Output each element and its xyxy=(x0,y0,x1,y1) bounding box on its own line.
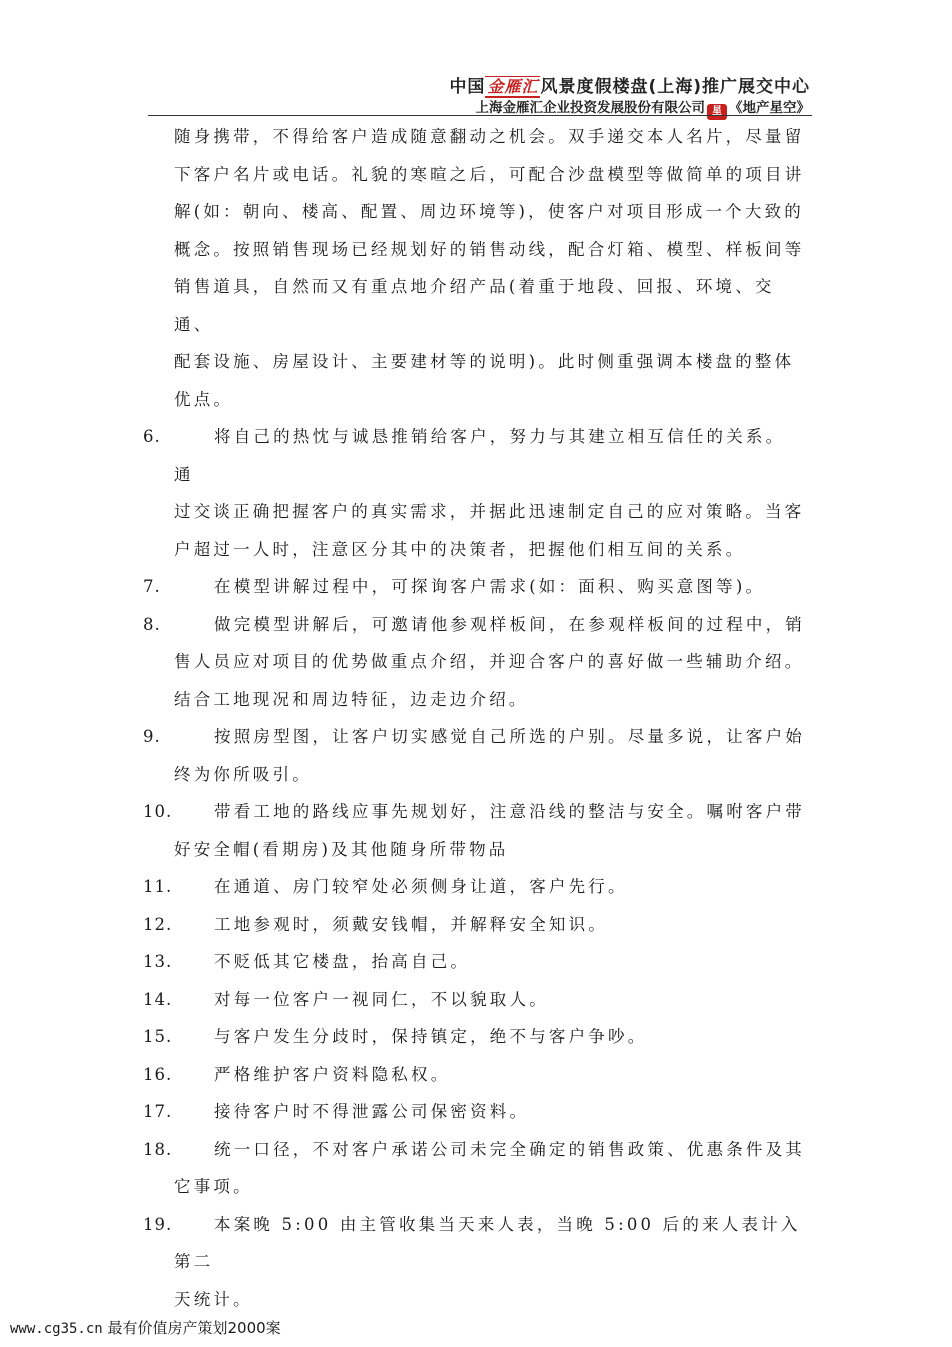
header-subtitle xyxy=(476,96,811,120)
header-title-suffix: 风景度假楼盘(上海)推广展交中心 xyxy=(540,77,810,97)
list-item xyxy=(140,943,812,981)
page-footer xyxy=(10,1317,281,1338)
list-item-number: 8. xyxy=(143,614,161,634)
header-divider xyxy=(148,115,812,116)
list-item xyxy=(140,1056,812,1094)
list-item-text: 按照房型图，让客户切实感觉自己所选的户别。尽量多说，让客户始 xyxy=(214,727,805,746)
list-item-text: 统一口径，不对客户承诺公司未完全确定的销售政策、优惠条件及其 xyxy=(214,1139,805,1159)
list-item xyxy=(140,1131,812,1169)
list-item-number: 16. xyxy=(143,1064,173,1084)
list-item xyxy=(140,718,812,756)
list-item-number: 10. xyxy=(143,802,173,821)
intro-line: 配套设施、房屋设计、主要建材等的说明)。此时侧重强调本楼盘的整体 xyxy=(174,352,795,371)
numbered-list xyxy=(140,418,812,1318)
list-item xyxy=(140,606,812,644)
header-title xyxy=(449,72,810,97)
list-item-continuation: 天统计。 xyxy=(174,1289,253,1309)
list-item xyxy=(140,981,812,1019)
list-item-number: 17. xyxy=(143,1102,173,1121)
list-item-number: 13. xyxy=(143,952,173,971)
footer-text: 最有价值房产策划2000案 xyxy=(107,1319,281,1337)
list-item-number: 7. xyxy=(143,577,161,596)
list-item-text: 工地参观时，须戴安钱帽，并解释安全知识。 xyxy=(214,914,608,934)
list-item-continuation: 它事项。 xyxy=(174,1177,253,1196)
list-item-number: 6. xyxy=(143,427,161,446)
seal-icon: 星 xyxy=(707,104,727,120)
list-item xyxy=(140,906,812,944)
list-item-continuation: 终为你所吸引。 xyxy=(174,764,312,784)
intro-line: 解(如：朝向、楼高、配置、周边环境等)，使客户对项目形成一个大致的 xyxy=(174,202,804,221)
list-item-continuation: 好安全帽(看期房)及其他随身所带物品 xyxy=(174,839,509,859)
list-item-text: 严格维护客户资料隐私权。 xyxy=(214,1064,451,1084)
list-item-text: 与客户发生分歧时，保持镇定，绝不与客户争吵。 xyxy=(214,1027,648,1046)
list-item-number: 12. xyxy=(143,914,173,934)
list-item xyxy=(140,793,812,831)
list-item-text: 本案晚 5:00 由主管收集当天来人表，当晚 5:00 后的来人表计入第二 xyxy=(174,1214,801,1271)
list-item-continuation: 户超过一人时，注意区分其中的决策者，把握他们相互间的关系。 xyxy=(174,539,746,559)
list-item-text: 做完模型讲解后，可邀请他参观样板间，在参观样板间的过程中，销 xyxy=(214,614,805,634)
intro-paragraph xyxy=(140,118,812,418)
list-item-text: 带看工地的路线应事先规划好，注意沿线的整洁与安全。嘱咐客户带 xyxy=(214,802,805,821)
list-item xyxy=(140,1018,812,1056)
list-item-text: 在通道、房门较窄处必须侧身让道，客户先行。 xyxy=(214,877,628,896)
page-header xyxy=(148,72,812,116)
list-item xyxy=(140,418,812,493)
list-item xyxy=(140,568,812,606)
list-item-number: 14. xyxy=(143,989,173,1009)
list-item xyxy=(140,1093,812,1131)
list-item-text: 对每一位客户一视同仁，不以貌取人。 xyxy=(214,989,549,1009)
intro-line: 概念。按照销售现场已经规划好的销售动线，配合灯箱、模型、样板间等 xyxy=(174,239,805,259)
list-item-text: 不贬低其它楼盘，抬高自己。 xyxy=(214,952,471,971)
intro-line: 销售道具，自然而又有重点地介绍产品(着重于地段、回报、环境、交通、 xyxy=(174,277,775,334)
list-item xyxy=(140,1206,812,1281)
list-item-number: 9. xyxy=(143,727,161,746)
list-item xyxy=(140,868,812,906)
list-item-number: 19. xyxy=(143,1214,173,1234)
document-body xyxy=(140,118,812,1318)
company-name: 上海金雁汇企业投资发展股份有限公司 xyxy=(475,100,705,116)
list-item-continuation: 售人员应对项目的优势做重点介绍，并迎合客户的喜好做一些辅助介绍。 xyxy=(174,652,805,671)
publication-name: 《地产星空》 xyxy=(729,100,810,116)
list-item-number: 18. xyxy=(143,1139,173,1159)
list-item-text: 接待客户时不得泄露公司保密资料。 xyxy=(214,1102,530,1121)
intro-line: 下客户名片或电话。礼貌的寒暄之后，可配合沙盘模型等做简单的项目讲 xyxy=(174,164,805,184)
list-item-continuation: 过交谈正确把握客户的真实需求，并据此迅速制定自己的应对策略。当客 xyxy=(174,502,805,521)
intro-line: 优点。 xyxy=(174,389,234,409)
brand-logo: 金雁汇 xyxy=(487,77,539,96)
footer-url: www.cg35.cn xyxy=(10,1321,103,1337)
list-item-continuation: 结合工地现况和周边特征，边走边介绍。 xyxy=(174,689,529,709)
header-title-prefix: 中国 xyxy=(449,77,486,97)
intro-line: 随身携带，不得给客户造成随意翻动之机会。双手递交本人名片，尽量留 xyxy=(174,127,805,146)
list-item-text: 将自己的热忱与诚恳推销给客户，努力与其建立相互信任的关系。 通 xyxy=(174,427,786,484)
list-item-text: 在模型讲解过程中，可探询客户需求(如：面积、购买意图等)。 xyxy=(214,577,766,596)
list-item-number: 11. xyxy=(143,877,173,896)
list-item-number: 15. xyxy=(143,1027,173,1046)
